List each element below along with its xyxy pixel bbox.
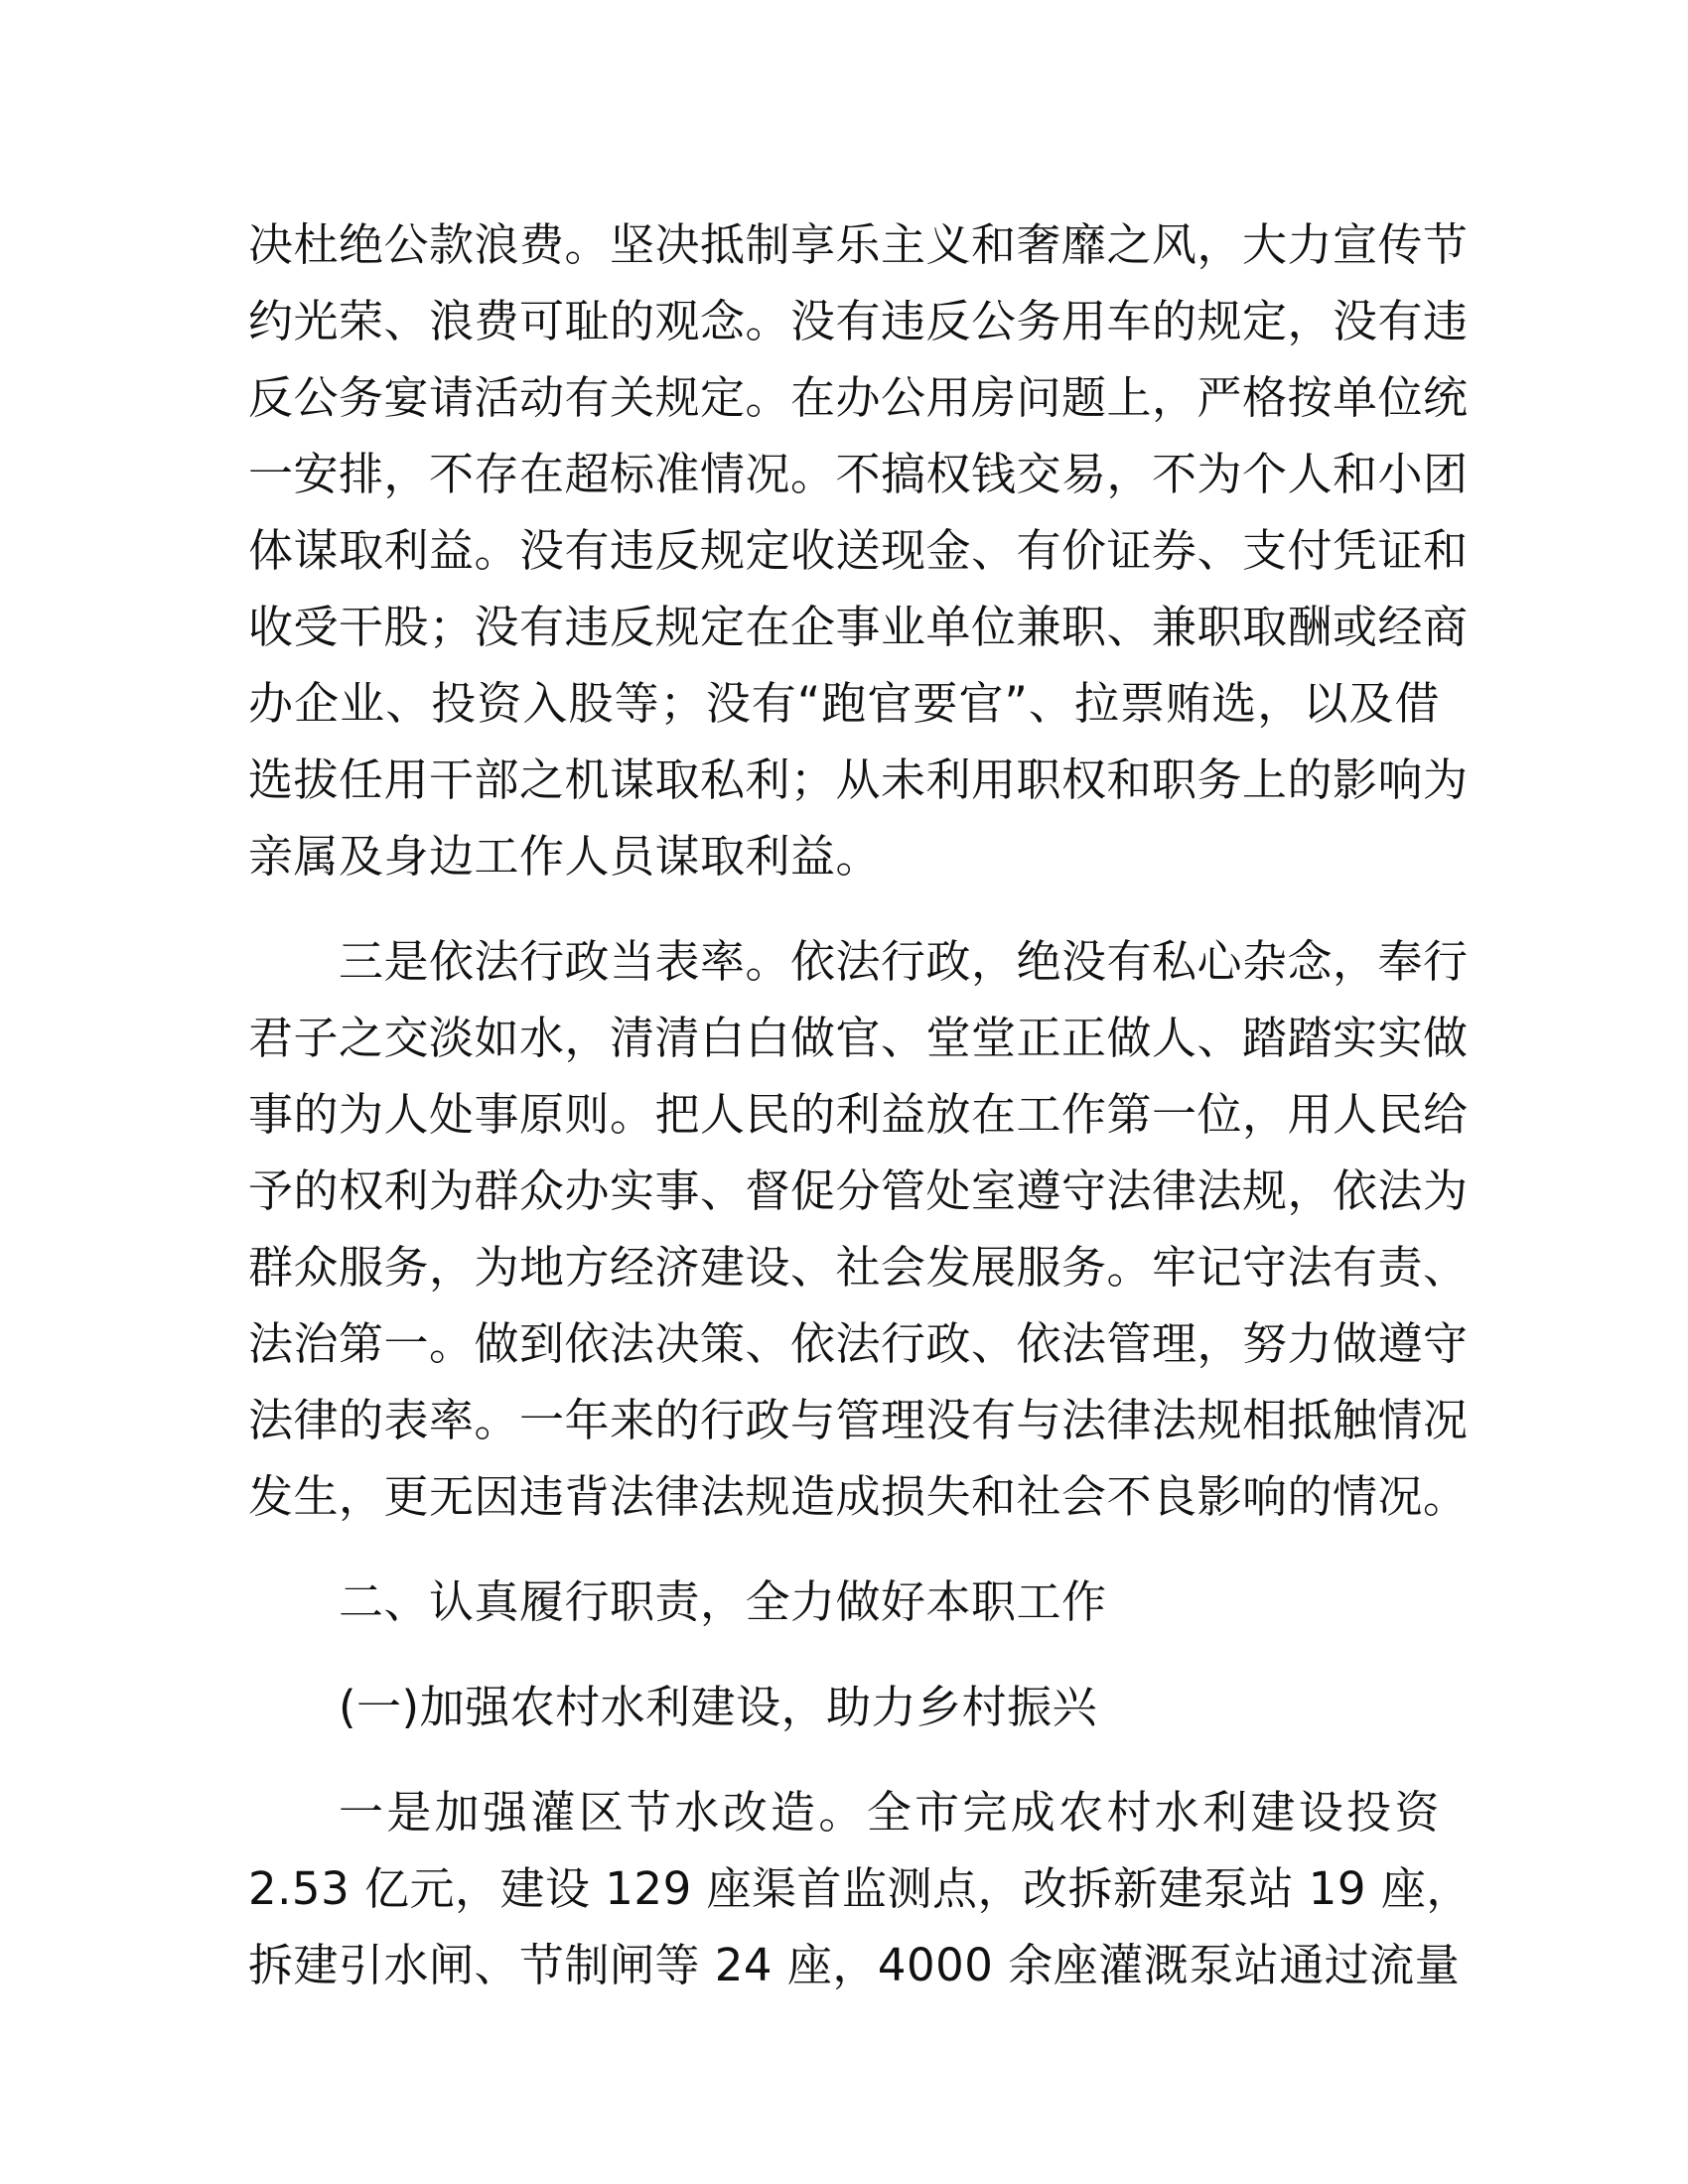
text-line: 予的权利为群众办实事、督促分管处室遵守法律法规，依法为	[248, 1164, 1469, 1217]
text-line: 决杜绝公款浪费。坚决抵制享乐主义和奢靡之风，大力宣传节	[248, 218, 1469, 271]
text-line: 拆建引水闸、节制闸等 24 座，4000 余座灌溉泵站通过流量	[248, 1939, 1461, 1991]
text-line: 发生，更无因违背法律法规造成损失和社会不良影响的情况。	[248, 1470, 1469, 1523]
text-line: 办企业、投资入股等；没有“跑官要官”、拉票贿选，以及借	[248, 677, 1440, 730]
text-line: 选拔任用干部之机谋取私利；从未利用职权和职务上的影响为	[248, 753, 1469, 806]
text-line: 2.53 亿元，建设 129 座渠首监测点，改拆新建泵站 19 座，	[248, 1862, 1472, 1915]
text-line: 一安排，不存在超标准情况。不搞权钱交易，不为个人和小团	[248, 448, 1469, 500]
paragraph-irrigation	[248, 1774, 1472, 2003]
text-line: 一是加强灌区节水改造。全市完成农村水利建设投资	[339, 1786, 1440, 1839]
paragraph-integrity	[248, 206, 1469, 894]
text-line: 君子之交淡如水，清清白白做官、堂堂正正做人、踏踏实实做	[248, 1012, 1469, 1064]
text-line: 约光荣、浪费可耻的观念。没有违反公务用车的规定，没有违	[248, 295, 1469, 347]
subsection-heading: (一)加强农村水利建设，助力乡村振兴	[339, 1681, 1098, 1733]
text-line: 法治第一。做到依法决策、依法行政、依法管理，努力做遵守	[248, 1317, 1469, 1370]
text-line: 法律的表率。一年来的行政与管理没有与法律法规相抵触情况	[248, 1394, 1469, 1446]
text-line: 群众服务，为地方经济建设、社会发展服务。牢记守法有责、	[248, 1241, 1469, 1294]
paragraph-lawful-administration	[248, 923, 1469, 1535]
text-line: 三是依法行政当表率。依法行政，绝没有私心杂念，奉行	[339, 935, 1469, 988]
text-line: 收受干股；没有违反规定在企事业单位兼职、兼职取酬或经商	[248, 601, 1469, 653]
text-line: 事的为人处事原则。把人民的利益放在工作第一位，用人民给	[248, 1088, 1469, 1141]
document-page	[248, 206, 1472, 1993]
text-line: 亲属及身边工作人员谋取利益。	[248, 830, 882, 883]
text-line: 体谋取利益。没有违反规定收送现金、有价证券、支付凭证和	[248, 524, 1469, 577]
section-heading: 二、认真履行职责，全力做好本职工作	[339, 1575, 1107, 1628]
text-line: 反公务宴请活动有关规定。在办公用房问题上，严格按单位统	[248, 371, 1469, 424]
